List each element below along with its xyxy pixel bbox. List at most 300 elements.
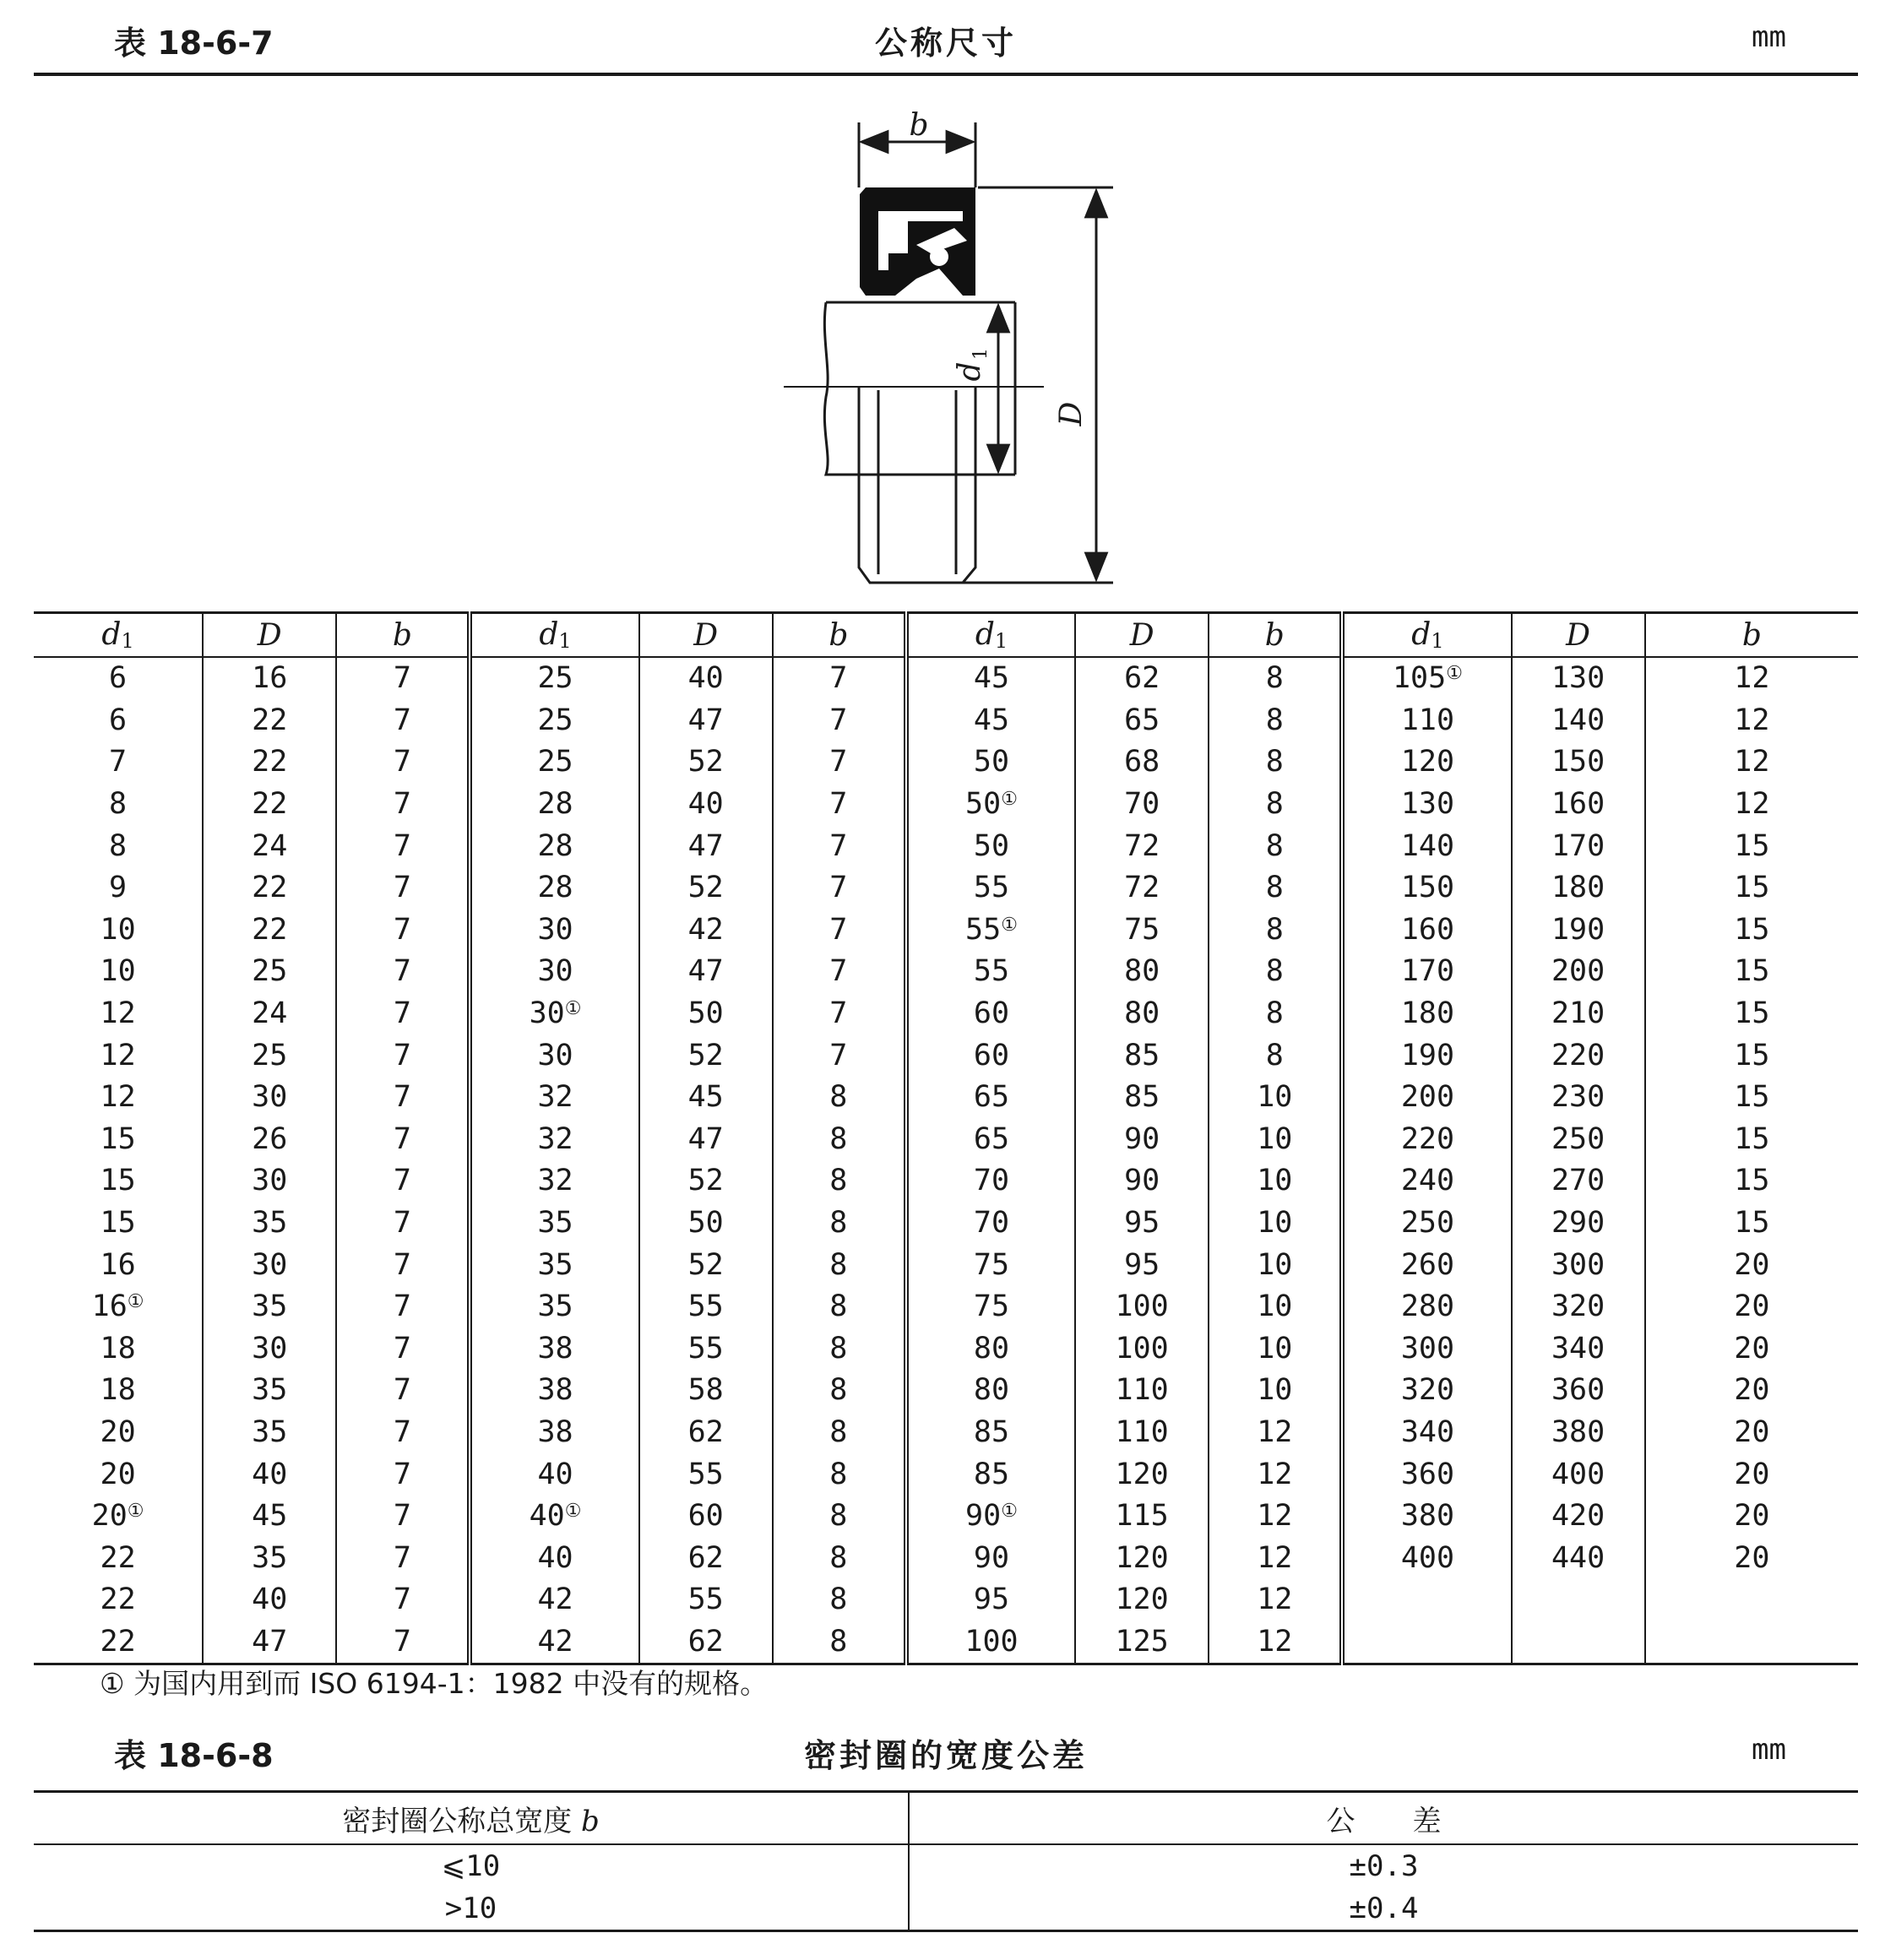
table-cell: 62: [639, 1412, 773, 1454]
table-cell: 72: [1075, 867, 1209, 909]
table-cell: 10: [1209, 1077, 1342, 1119]
table-cell: 47: [639, 951, 773, 993]
table-cell: 7: [336, 909, 470, 952]
dimensions-table: [34, 611, 1858, 1665]
table-cell: 45: [639, 1077, 773, 1119]
table-row: [34, 993, 1858, 1035]
table-row: [34, 867, 1858, 909]
table-cell: 120: [1075, 1579, 1209, 1621]
tolerance-cell: ±0.4: [909, 1887, 1858, 1931]
table-cell: 12: [1645, 657, 1858, 700]
table-cell: 8: [1209, 741, 1342, 784]
table-cell: 70: [1075, 784, 1209, 826]
table-cell: 130: [1512, 657, 1645, 700]
table-cell: 140: [1512, 700, 1645, 742]
table-cell: 8: [773, 1579, 906, 1621]
header-D-group-2: D: [639, 613, 773, 658]
table-cell: 50: [906, 825, 1075, 867]
table-cell: 22: [203, 741, 336, 784]
table-cell: 72: [1075, 825, 1209, 867]
table-cell: 130: [1342, 784, 1511, 826]
table-cell: 360: [1512, 1370, 1645, 1412]
table-cell: 7: [336, 951, 470, 993]
table-cell: 12: [1645, 784, 1858, 826]
table-cell: 20①: [91, 1499, 144, 1534]
table-cell: 38: [470, 1412, 638, 1454]
table-row: [34, 1370, 1858, 1412]
table-cell: 20: [1645, 1496, 1858, 1538]
table-row: [34, 700, 1858, 742]
table-cell: 7: [773, 909, 906, 952]
table-cell: 400: [1512, 1453, 1645, 1496]
table-cell: 60: [639, 1496, 773, 1538]
table-cell: 7: [336, 1621, 470, 1664]
table-row: [34, 1621, 1858, 1664]
table-cell: 55: [639, 1328, 773, 1371]
table-cell: 25: [470, 700, 638, 742]
table-cell: 220: [1342, 1119, 1511, 1161]
table-cell: 7: [773, 700, 906, 742]
header-D-group-4: D: [1512, 613, 1645, 658]
table-cell: 90①: [906, 1496, 1075, 1538]
table-cell: 47: [639, 700, 773, 742]
table-cell: 190: [1342, 1034, 1511, 1077]
table-cell: 24: [203, 825, 336, 867]
table-row: [34, 1119, 1858, 1161]
table-cell: 15: [1645, 951, 1858, 993]
header-nominal-width: 密封圈公称总宽度 b: [34, 1792, 909, 1845]
table-cell: 10: [100, 954, 136, 989]
table-cell: 120: [1075, 1453, 1209, 1496]
table-cell: 45: [906, 700, 1075, 742]
table-cell: 7: [336, 700, 470, 742]
table-cell: 28: [470, 784, 638, 826]
seal-diagram: [760, 93, 1149, 600]
table-cell: 7: [336, 1496, 470, 1538]
table-row: [34, 1203, 1858, 1245]
table-cell: 30: [203, 1244, 336, 1286]
table-cell: 20: [1645, 1244, 1858, 1286]
table-cell: 55: [639, 1579, 773, 1621]
table-cell: 7: [109, 745, 128, 779]
table-cell: 30: [203, 1160, 336, 1203]
table-cell: 8: [773, 1621, 906, 1664]
table-cell: 300: [1342, 1328, 1511, 1371]
table-cell: 340: [1512, 1328, 1645, 1371]
table-cell: 95: [1075, 1244, 1209, 1286]
table-cell: 20: [1645, 1370, 1858, 1412]
table-cell: 440: [1512, 1537, 1645, 1579]
table-cell: 40: [470, 1453, 638, 1496]
table-cell: 16①: [91, 1289, 144, 1324]
table-cell: 170: [1512, 825, 1645, 867]
table-cell: 15: [1645, 1203, 1858, 1245]
table-cell: [1342, 1621, 1511, 1664]
table-cell: 85: [906, 1412, 1075, 1454]
table-cell: 40: [203, 1453, 336, 1496]
table-cell: 7: [336, 825, 470, 867]
table-cell: 7: [336, 993, 470, 1035]
table-cell: 190: [1512, 909, 1645, 952]
table-cell: 8: [1209, 867, 1342, 909]
table-cell: 12: [1209, 1537, 1342, 1579]
table-cell: 8: [1209, 993, 1342, 1035]
table-cell: 45: [906, 657, 1075, 700]
table-cell: 7: [773, 825, 906, 867]
table-cell: 120: [1075, 1537, 1209, 1579]
table-row: [34, 1844, 1858, 1887]
table-cell: 8: [773, 1077, 906, 1119]
header-b-group-1: b: [336, 613, 470, 658]
table-cell: 400: [1342, 1537, 1511, 1579]
table-cell: 26: [203, 1119, 336, 1161]
caption-rule: [34, 73, 1858, 76]
table-cell: 40①: [470, 1496, 638, 1538]
table-cell: 8: [773, 1453, 906, 1496]
table-cell: 20: [1645, 1453, 1858, 1496]
table-row: [34, 1496, 1858, 1538]
table-cell: 105①: [1342, 657, 1511, 700]
table-cell: 8: [773, 1203, 906, 1245]
table-cell: 10: [1209, 1244, 1342, 1286]
table-cell: 30: [203, 1328, 336, 1371]
header-d1-group-3: d1: [906, 613, 1075, 658]
table-cell: 12: [100, 1080, 136, 1115]
table-cell: 80: [906, 1328, 1075, 1371]
table-cell: 95: [1075, 1203, 1209, 1245]
table-cell: 380: [1512, 1412, 1645, 1454]
table-cell: 20: [1645, 1328, 1858, 1371]
table-title: 公称尺寸: [874, 24, 1017, 62]
table-cell: 10: [1209, 1286, 1342, 1328]
table-cell: 10: [1209, 1203, 1342, 1245]
table-cell: 25: [203, 1034, 336, 1077]
table-cell: 55: [906, 951, 1075, 993]
table-cell: 30: [470, 1034, 638, 1077]
table-cell: 40: [639, 657, 773, 700]
table-row: [34, 1328, 1858, 1371]
table-unit: mm: [1752, 20, 1786, 54]
table-cell: 80: [906, 1370, 1075, 1412]
table-cell: 70: [906, 1203, 1075, 1245]
table-cell: 150: [1512, 741, 1645, 784]
table-cell: 85: [1075, 1034, 1209, 1077]
table-cell: 250: [1512, 1119, 1645, 1161]
table-cell: 16: [203, 657, 336, 700]
table-caption-18-6-7: [34, 17, 1858, 68]
table-cell: 180: [1342, 993, 1511, 1035]
table-cell: 50①: [906, 784, 1075, 826]
table-cell: 160: [1342, 909, 1511, 952]
table-cell: 320: [1512, 1286, 1645, 1328]
table-cell: 6: [109, 661, 128, 696]
table-cell: 50: [906, 741, 1075, 784]
table-cell: 32: [470, 1119, 638, 1161]
table-cell: 270: [1512, 1160, 1645, 1203]
table-cell: 35: [203, 1537, 336, 1579]
table-cell: 7: [336, 1034, 470, 1077]
table-cell: [1512, 1621, 1645, 1664]
table-cell: 12: [100, 1038, 136, 1072]
table-cell: 95: [906, 1579, 1075, 1621]
table-cell: 35: [470, 1286, 638, 1328]
table-cell: 8: [773, 1496, 906, 1538]
table-cell: 10: [1209, 1370, 1342, 1412]
table-cell: 7: [773, 741, 906, 784]
table-cell: 20: [1645, 1286, 1858, 1328]
table-cell: 62: [1075, 657, 1209, 700]
table-cell: 52: [639, 1034, 773, 1077]
table-number: 表 18-6-7: [114, 24, 274, 62]
table-cell: 12: [1209, 1496, 1342, 1538]
table-cell: 170: [1342, 951, 1511, 993]
table-cell: 380: [1342, 1496, 1511, 1538]
table-cell: 8: [1209, 1034, 1342, 1077]
table-cell: 65: [906, 1119, 1075, 1161]
header-D-group-3: D: [1075, 613, 1209, 658]
table-row: [34, 1286, 1858, 1328]
table-row: [34, 1077, 1858, 1119]
table-cell: 16: [100, 1247, 136, 1282]
table-cell: 15: [1645, 825, 1858, 867]
table-cell: 15: [1645, 1077, 1858, 1119]
table-row: [34, 1537, 1858, 1579]
table-cell: 18: [100, 1373, 136, 1408]
table-cell: 12: [100, 996, 136, 1031]
table-cell: 7: [773, 993, 906, 1035]
table-cell: 7: [336, 1453, 470, 1496]
table-row: [34, 657, 1858, 700]
table-cell: 24: [203, 993, 336, 1035]
table-cell: 65: [906, 1077, 1075, 1119]
table-cell: 55: [639, 1286, 773, 1328]
table-cell: 260: [1342, 1244, 1511, 1286]
table-cell: 52: [639, 1160, 773, 1203]
table-cell: 75: [906, 1286, 1075, 1328]
table-cell: 10: [100, 912, 136, 947]
header-b-group-3: b: [1209, 613, 1342, 658]
table-cell: 47: [639, 1119, 773, 1161]
table-cell: 30: [470, 951, 638, 993]
table-cell: 7: [336, 1244, 470, 1286]
svg-text:1: 1: [970, 348, 991, 360]
label-b: b: [909, 108, 929, 143]
table-cell: 12: [1209, 1579, 1342, 1621]
table-unit: mm: [1752, 1733, 1786, 1767]
table-cell: 30: [470, 909, 638, 952]
table-cell: 28: [470, 825, 638, 867]
table-cell: 100: [1075, 1328, 1209, 1371]
table-cell: 8: [109, 828, 128, 863]
table-cell: 15: [1645, 1160, 1858, 1203]
table-cell: 250: [1342, 1203, 1511, 1245]
table-cell: 7: [773, 1034, 906, 1077]
table-row: [34, 1453, 1858, 1496]
table-cell: 7: [773, 867, 906, 909]
table-cell: 115: [1075, 1496, 1209, 1538]
table-cell: 52: [639, 741, 773, 784]
footnote: ① 为国内用到而 ISO 6194-1：1982 中没有的规格。: [100, 1667, 769, 1700]
table-cell: 55: [906, 867, 1075, 909]
table-cell: 7: [336, 1077, 470, 1119]
table-cell: 62: [639, 1621, 773, 1664]
table-cell: 15: [100, 1206, 136, 1241]
table-cell: 140: [1342, 825, 1511, 867]
table-cell: 10: [1209, 1328, 1342, 1371]
table-cell: 7: [336, 1203, 470, 1245]
table-cell: 7: [773, 657, 906, 700]
table-cell: 110: [1342, 700, 1511, 742]
table-cell: 110: [1075, 1370, 1209, 1412]
table-cell: 20: [1645, 1537, 1858, 1579]
table-cell: 32: [470, 1077, 638, 1119]
table-row: [34, 784, 1858, 826]
table-cell: 35: [203, 1370, 336, 1412]
table-cell: 42: [639, 909, 773, 952]
table-cell: 65: [1075, 700, 1209, 742]
table-cell: 80: [1075, 951, 1209, 993]
table-cell: [1512, 1579, 1645, 1621]
table-cell: 7: [336, 1160, 470, 1203]
table-cell: 35: [203, 1412, 336, 1454]
table-cell: 42: [470, 1579, 638, 1621]
table-cell: 8: [773, 1537, 906, 1579]
table-row: [34, 1034, 1858, 1077]
width-cell: >10: [34, 1887, 909, 1931]
table-cell: 8: [1209, 825, 1342, 867]
table-cell: 7: [336, 1119, 470, 1161]
table-cell: 15: [1645, 867, 1858, 909]
table-cell: 47: [639, 825, 773, 867]
table-cell: 40: [470, 1537, 638, 1579]
table-cell: 7: [336, 1537, 470, 1579]
table-cell: 320: [1342, 1370, 1511, 1412]
table-cell: 200: [1512, 951, 1645, 993]
table-cell: 35: [203, 1286, 336, 1328]
table-cell: 290: [1512, 1203, 1645, 1245]
table-cell: 110: [1075, 1412, 1209, 1454]
table-cell: 180: [1512, 867, 1645, 909]
table-cell: 100: [906, 1621, 1075, 1664]
table-cell: [1342, 1579, 1511, 1621]
table-cell: 25: [203, 951, 336, 993]
table-cell: 12: [1209, 1453, 1342, 1496]
table-cell: 7: [773, 951, 906, 993]
table-cell: 15: [100, 1164, 136, 1198]
table-cell: 35: [470, 1244, 638, 1286]
table-cell: 22: [100, 1540, 136, 1575]
table-cell: 35: [203, 1203, 336, 1245]
table-cell: 8: [773, 1160, 906, 1203]
table-cell: 85: [1075, 1077, 1209, 1119]
table-cell: 6: [109, 703, 128, 737]
table-cell: 62: [639, 1537, 773, 1579]
header-D-group-1: D: [203, 613, 336, 658]
table-cell: [1645, 1579, 1858, 1621]
table-cell: 7: [336, 657, 470, 700]
table-cell: 90: [1075, 1160, 1209, 1203]
table-cell: 22: [100, 1583, 136, 1617]
table-row: [34, 1887, 1858, 1931]
header-d1-group-1: d1: [34, 613, 203, 658]
table-cell: 12: [1209, 1621, 1342, 1664]
table-cell: 42: [470, 1621, 638, 1664]
table-cell: 120: [1342, 741, 1511, 784]
table-cell: 12: [1209, 1412, 1342, 1454]
table-cell: 52: [639, 867, 773, 909]
table-row: [34, 1579, 1858, 1621]
table-row: [34, 1412, 1858, 1454]
table-cell: 20: [100, 1457, 136, 1491]
table-cell: 8: [1209, 700, 1342, 742]
table-cell: 7: [336, 1370, 470, 1412]
table-cell: 15: [1645, 1119, 1858, 1161]
table-cell: 50: [639, 1203, 773, 1245]
tolerance-cell: ±0.3: [909, 1844, 1858, 1887]
table-cell: 300: [1512, 1244, 1645, 1286]
table-cell: 7: [336, 741, 470, 784]
table-cell: 280: [1342, 1286, 1511, 1328]
table-cell: 8: [1209, 784, 1342, 826]
table-cell: 80: [1075, 993, 1209, 1035]
table-cell: 25: [470, 741, 638, 784]
table-cell: 7: [336, 784, 470, 826]
table-number: 表 18-6-8: [114, 1737, 274, 1774]
table-cell: 8: [773, 1412, 906, 1454]
table-cell: 8: [773, 1119, 906, 1161]
table-cell: 240: [1342, 1160, 1511, 1203]
table-cell: 8: [773, 1244, 906, 1286]
table-cell: 8: [773, 1370, 906, 1412]
table-cell: 38: [470, 1370, 638, 1412]
table-cell: 47: [203, 1621, 336, 1664]
header-b-group-2: b: [773, 613, 906, 658]
header-b-group-4: b: [1645, 613, 1858, 658]
table-cell: 55: [639, 1453, 773, 1496]
table-cell: 22: [203, 867, 336, 909]
table-cell: 150: [1342, 867, 1511, 909]
tolerance-header-row: [34, 1792, 1858, 1845]
table-cell: 360: [1342, 1453, 1511, 1496]
table-cell: 10: [1209, 1119, 1342, 1161]
table-cell: 58: [639, 1370, 773, 1412]
table-cell: 220: [1512, 1034, 1645, 1077]
table-cell: 20: [1645, 1412, 1858, 1454]
table-cell: 15: [100, 1121, 136, 1156]
table-cell: 7: [773, 784, 906, 826]
table-cell: 340: [1342, 1412, 1511, 1454]
table-cell: 10: [1209, 1160, 1342, 1203]
table-cell: 32: [470, 1160, 638, 1203]
table-cell: 7: [336, 1328, 470, 1371]
table-row: [34, 741, 1858, 784]
table-cell: 22: [203, 784, 336, 826]
table-cell: 90: [906, 1537, 1075, 1579]
table-cell: 7: [336, 1286, 470, 1328]
table-cell: 40: [203, 1579, 336, 1621]
table-row: [34, 951, 1858, 993]
table-cell: 8: [109, 787, 128, 822]
table-cell: [1645, 1621, 1858, 1664]
table-cell: 9: [109, 871, 128, 905]
table-cell: 8: [1209, 951, 1342, 993]
table-cell: 12: [1645, 741, 1858, 784]
table-cell: 30①: [470, 993, 638, 1035]
table-cell: 18: [100, 1331, 136, 1365]
table-cell: 125: [1075, 1621, 1209, 1664]
table-cell: 100: [1075, 1286, 1209, 1328]
width-cell: ⩽10: [441, 1849, 501, 1883]
